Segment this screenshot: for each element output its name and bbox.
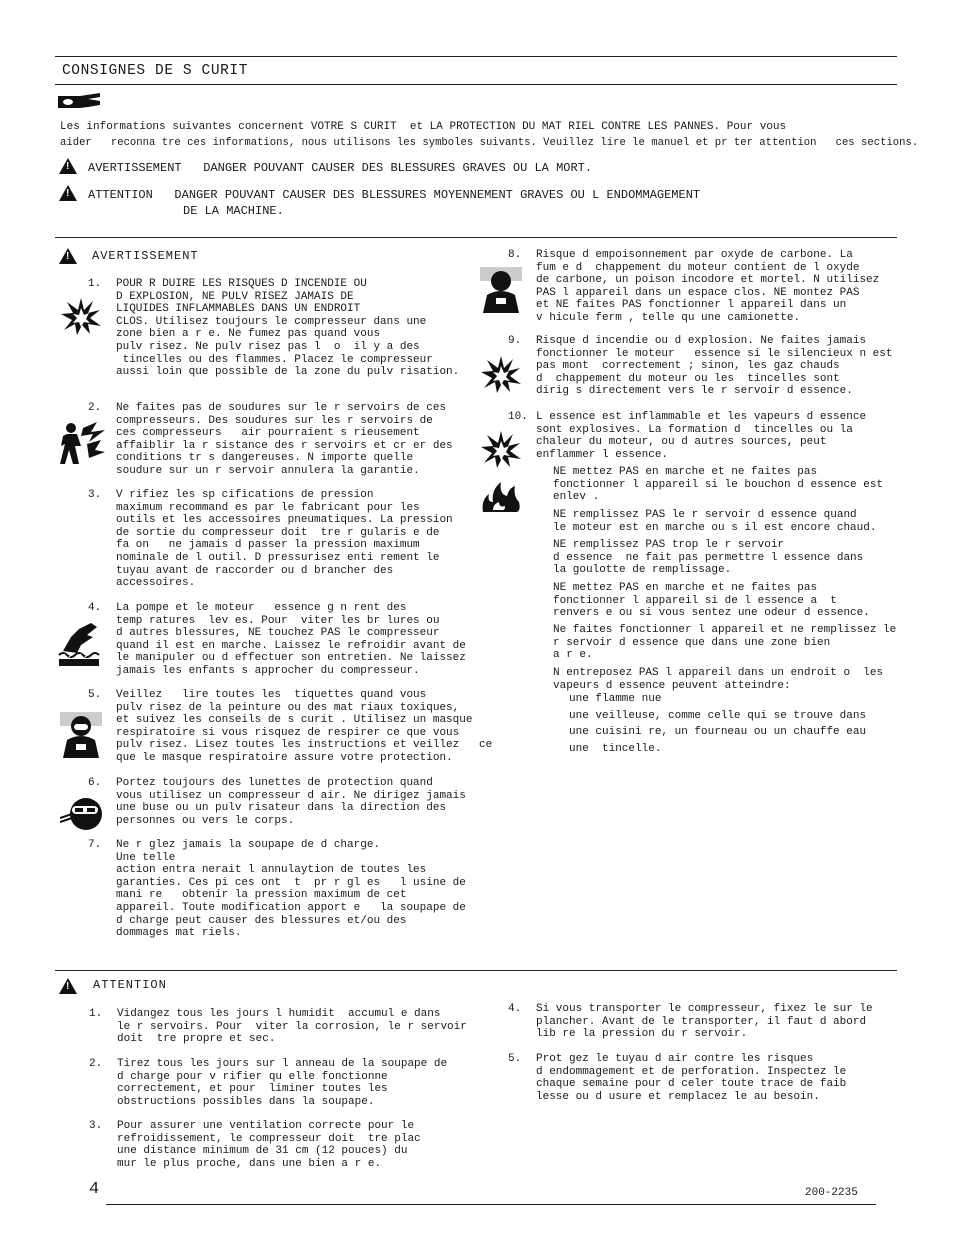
warning-item-4-line: La pompe et le moteur essence g n rent des [116, 602, 407, 614]
warning-item-10-line: sont explosives. La formation d tincelles ou la [536, 423, 853, 436]
caution-section-heading: ATTENTION [93, 978, 167, 992]
warning-item-1-line: D EXPLOSION, NE PULV RISEZ JAMAIS DE [116, 290, 354, 303]
ignition-source-3: une cuisini re, un fourneau ou un chauffe eau [569, 726, 867, 738]
ignition-source-2: une veilleuse, comme celle qui se trouve dans [569, 710, 867, 722]
caution-item-4-line: plancher. Avant de le transporter, il faut d abord [536, 1015, 867, 1028]
fuel-sub-item-3 [553, 539, 883, 577]
warning-item-5-line: pulv risez de la peinture ou des mat riaux toxiques, [116, 701, 460, 714]
warning-item-5-text [116, 689, 492, 765]
ignition-source-4: une tincelle. [569, 743, 662, 755]
caution-item-4-text [536, 1003, 873, 1041]
caution-definition-line-2: DE LA MACHINE. [183, 204, 284, 218]
warning-item-10-line: enflammer l essence. [536, 448, 669, 461]
warning-item-1-line: aussi loin que possible de la zone du pulv risation. [116, 366, 460, 379]
warning-item-7-line: d charge peut causer des blessures et/ou des [116, 914, 407, 927]
fuel-sub-item-3-line: la goulotte de remplissage. [553, 564, 732, 577]
warning-item-10-text [536, 411, 866, 461]
warning-item-7-line: garanties. Ces pi ces ont t pr r gl es l usine de [116, 876, 466, 889]
fuel-sub-item-2-line: le moteur est en marche ou s il est encore chaud. [553, 521, 877, 534]
fuel-sub-item-4-line: renvers e ou si vous sentez une odeur d essence. [553, 607, 870, 620]
warning-item-5-line: pulv risez. Lisez toutes les instructions et veillez ce [116, 739, 493, 752]
respirator-mask-icon [58, 710, 104, 760]
warning-item-1-line: zone bien a r e. Ne fumez pas quand vous [116, 328, 381, 341]
warning-item-7-line: Une telle [116, 851, 176, 864]
caution-item-2-line: Tirez tous les jours sur l anneau de la soupape de [117, 1058, 448, 1070]
warning-item-4-line: quand il est en marche. Laissez le refroidir avant de [116, 639, 466, 652]
fuel-sub-item-5-line: a r e. [553, 649, 593, 662]
fuel-sub-item-4-line: fonctionner l appareil si de l essence a t [553, 594, 844, 607]
caution-item-2-text [117, 1058, 447, 1108]
ignition-source-1: une flamme nue [569, 693, 662, 705]
explosion-icon-2 [480, 354, 522, 394]
caution-definition-line-1: ATTENTION DANGER POUVANT CAUSER DES BLESSURES MOYENNEMENT GRAVES OU L ENDOMMAGEMENT [88, 188, 701, 202]
warning-item-4-text [116, 602, 466, 678]
warning-item-8-line: Risque d empoisonnement par oxyde de carbone. La [536, 249, 853, 261]
explosion-icon [60, 296, 102, 336]
warning-item-5-line: Veillez lire toutes les tiquettes quand vous [116, 689, 427, 701]
caution-item-4-line: Si vous transporter le compresseur, fixez le sur le [536, 1003, 873, 1015]
warning-item-8-line: PAS l appareil dans un espace clos. NE montez PAS [536, 286, 860, 299]
fuel-sub-item-4 [553, 582, 883, 620]
warning-item-4-line: d autres blessures, NE touchez PAS le compresseur [116, 627, 440, 640]
fuel-sub-item-1-line: NE mettez PAS en marche et ne faites pas [553, 466, 818, 478]
fuel-sub-item-6-line: N entreposez PAS l appareil dans un endroit o les [553, 667, 884, 679]
warning-item-2-line: Ne faites pas de soudures sur le r servoirs de ces [116, 402, 447, 414]
warning-item-6-text [116, 777, 466, 827]
warning-item-2-text [116, 402, 453, 478]
fuel-sub-item-5-line: r servoir d essence que dans une zone bien [553, 636, 831, 649]
intro-line-2: aider reconna tre ces informations, nous utilisons les symboles suivants. Veuillez lire le manuel et pr ter attention ces sections. [60, 137, 919, 149]
warning-item-5-line: que le masque respiratoire assure votre protection. [116, 751, 453, 764]
warning-item-2-line: soudure sur un r servoir annulera la garantie. [116, 464, 420, 477]
fuel-sub-item-1 [553, 466, 883, 504]
explosion-icon-3 [480, 429, 522, 469]
warning-item-6-line: une buse ou un pulv risateur dans la direction des [116, 802, 447, 815]
caution-item-3-line: Pour assurer une ventilation correcte pour le [117, 1120, 415, 1132]
fuel-sub-item-5 [553, 624, 897, 662]
safety-goggles-icon [60, 794, 104, 834]
warning-item-1-line: POUR R DUIRE LES RISQUES D INCENDIE OU [116, 278, 367, 290]
warning-item-2-line: ces compresseurs air pourraient s rieusement [116, 427, 420, 440]
warning-item-5-line: respiratoire si vous risquez de respirer ce que vous [116, 726, 460, 739]
warning-item-7-text [116, 839, 466, 940]
warning-item-3-line: accessoires. [116, 577, 196, 590]
warning-item-4-line: jamais les enfants s approcher du compresseur. [116, 664, 420, 677]
warning-item-3-line: V rifiez les sp cifications de pression [116, 489, 374, 501]
warning-item-7-line: dommages mat riels. [116, 927, 242, 940]
fire-flame-icon [479, 480, 521, 514]
fuel-sub-item-2 [553, 509, 883, 534]
warning-item-9-line: fonctionner le moteur essence si le silencieux n est [536, 347, 893, 360]
warning-item-1-line: LIQUIDES INFLAMMABLES DANS UN ENDROIT [116, 303, 361, 316]
warning-item-8-line: de carbone, un poison incodore et mortel. N utilisez [536, 274, 880, 287]
warning-item-1-line: CLOS. Utilisez toujours le compresseur dans une [116, 315, 427, 328]
warning-item-10-line: L essence est inflammable et les vapeurs d essence [536, 411, 867, 423]
caution-item-3-line: une distance minimum de 31 cm (12 pouces) du [117, 1145, 408, 1158]
caution-item-5-text [536, 1053, 846, 1103]
fuel-sub-item-6 [553, 667, 883, 692]
carbon-monoxide-icon [478, 265, 524, 315]
caution-triangle-icon [59, 185, 77, 206]
pointing-hand-icon [58, 93, 102, 111]
caution-item-3-text [117, 1120, 427, 1170]
caution-item-2-line: obstructions possibles dans la soupape. [117, 1095, 375, 1108]
caution-item-2-line: d charge pour v rifier qu elle fonctionne [117, 1070, 388, 1083]
warning-item-8-line: fum e d chappement du moteur contient de l oxyde [536, 261, 860, 274]
electric-shock-icon [57, 420, 107, 468]
warning-item-6-line: Portez toujours des lunettes de protection quand [116, 777, 433, 789]
warning-item-3-line: fa on ne jamais d passer la pression maximum [116, 539, 420, 552]
caution-item-1-line: le r servoirs. Pour viter la corrosion, le r servoir [117, 1020, 467, 1033]
fuel-sub-item-2-line: NE remplissez PAS le r servoir d essence quand [553, 509, 857, 521]
page-title: CONSIGNES DE S CURIT [62, 63, 249, 79]
warning-item-1-text [116, 278, 459, 379]
caution-item-5-line: lesse ou d usure et remplacez le au besoin. [536, 1090, 820, 1103]
warning-triangle-icon [59, 158, 77, 179]
warning-section-triangle-icon [59, 248, 77, 269]
warning-item-6-line: vous utilisez un compresseur d air. Ne dirigez jamais [116, 789, 466, 802]
warning-item-3-line: de sortie du compresseur doit tre r gularis e de [116, 526, 440, 539]
fuel-sub-item-5-line: Ne faites fonctionner l appareil et ne remplissez le [553, 624, 897, 636]
intro-line-1: Les informations suivantes concernent VOTRE S CURIT et LA PROTECTION DU MAT RIEL CONTRE LES PANNES. Pour vous [60, 121, 787, 133]
warning-item-4-line: temp ratures lev es. Pour viter les br lures ou [116, 614, 440, 627]
warning-item-3-line: tuyau avant de raccorder ou d brancher des [116, 564, 394, 577]
warning-item-9-line: Risque d incendie ou d explosion. Ne faites jamais [536, 335, 867, 347]
warning-item-7-line: Ne r glez jamais la soupape de d charge. [116, 839, 381, 851]
warning-item-9-line: dirig s directement vers le r servoir d essence. [536, 385, 853, 398]
warning-section-heading: AVERTISSEMENT [92, 249, 199, 263]
hot-surface-icon [57, 621, 101, 669]
warning-item-2-line: compresseurs. Des soudures sur les r servoirs de [116, 414, 433, 427]
warning-item-8-line: v hicule ferm , telle qu une camionette. [536, 311, 801, 324]
warning-item-1-line: tincelles ou des flammes. Placez le compresseur [116, 353, 433, 366]
warning-item-3-text [116, 489, 453, 590]
caution-item-2-line: correctement, et pour liminer toutes les [117, 1083, 388, 1096]
warning-item-9-text [536, 335, 892, 398]
warning-item-6-line: personnes ou vers le corps. [116, 814, 295, 827]
caution-section-triangle-icon [59, 978, 77, 999]
warning-item-3-line: nominale de l outil. D pressurisez enti rement le [116, 551, 440, 564]
warning-item-2-line: affaiblir la r sistance des r servoirs et cr er des [116, 439, 453, 452]
warning-item-2-line: conditions tr s dangereuses. N importe quelle [116, 452, 414, 465]
warning-item-3-line: maximum recommand es par le fabricant pour les [116, 501, 420, 514]
warning-item-4-line: le manipuler ou d effectuer son entretien. Ne laissez [116, 652, 466, 665]
fuel-sub-item-4-line: NE mettez PAS en marche et ne faites pas [553, 582, 818, 594]
caution-item-5-line: Prot gez le tuyau d air contre les risques [536, 1053, 814, 1065]
fuel-sub-item-1-line: enlev . [553, 491, 600, 504]
caution-item-1-line: Vidangez tous les jours l humidit accumul e dans [117, 1008, 441, 1020]
warning-item-9-line: d chappement du moteur ou les tincelles sont [536, 372, 840, 385]
warning-definition: AVERTISSEMENT DANGER POUVANT CAUSER DES BLESSURES GRAVES OU LA MORT. [88, 161, 593, 175]
page-number: 4 [89, 1180, 100, 1199]
warning-item-5-line: et suivez les conseils de s curit . Utilisez un masque [116, 714, 473, 727]
warning-item-1-line: pulv risez. Ne pulv risez pas l o il y a des [116, 340, 420, 353]
warning-item-9-line: pas mont correctement ; sinon, les gaz chauds [536, 360, 840, 373]
fuel-sub-item-3-line: NE remplissez PAS trop le r servoir [553, 539, 785, 551]
warning-item-8-line: et NE faites PAS fonctionner l appareil dans un [536, 299, 847, 312]
caution-item-3-line: refroidissement, le compresseur doit tre plac [117, 1132, 428, 1145]
warning-item-7-line: action entra nerait l annulaytion de toutes les [116, 864, 427, 877]
fuel-sub-item-6-line: vapeurs d essence peuvent atteindre: [553, 679, 791, 692]
warning-item-10-line: chaleur du moteur, ou d autres sources, peut [536, 436, 827, 449]
document-number: 200-2235 [805, 1187, 858, 1199]
fuel-sub-item-1-line: fonctionner l appareil si le bouchon d essence est [553, 478, 884, 491]
fuel-sub-item-3-line: d essence ne fait pas permettre l essence dans [553, 551, 864, 564]
caution-item-1-text [117, 1008, 467, 1046]
caution-item-4-line: lib re la pression du r servoir. [536, 1028, 748, 1041]
warning-item-7-line: mani re obtenir la pression maximum de cet [116, 889, 407, 902]
warning-item-7-line: appareil. Toute modification apport e la soupape de [116, 901, 466, 914]
caution-item-1-line: doit tre propre et sec. [117, 1033, 276, 1046]
caution-item-3-line: mur le plus proche, dans une bien a r e. [117, 1157, 382, 1170]
warning-item-3-line: outils et les accessoires pneumatiques. La pression [116, 514, 453, 527]
caution-item-5-line: chaque semaine pour d celer toute trace de faib [536, 1078, 847, 1091]
warning-item-8-text [536, 249, 879, 325]
caution-item-5-line: d endommagement et de perforation. Inspectez le [536, 1065, 847, 1078]
